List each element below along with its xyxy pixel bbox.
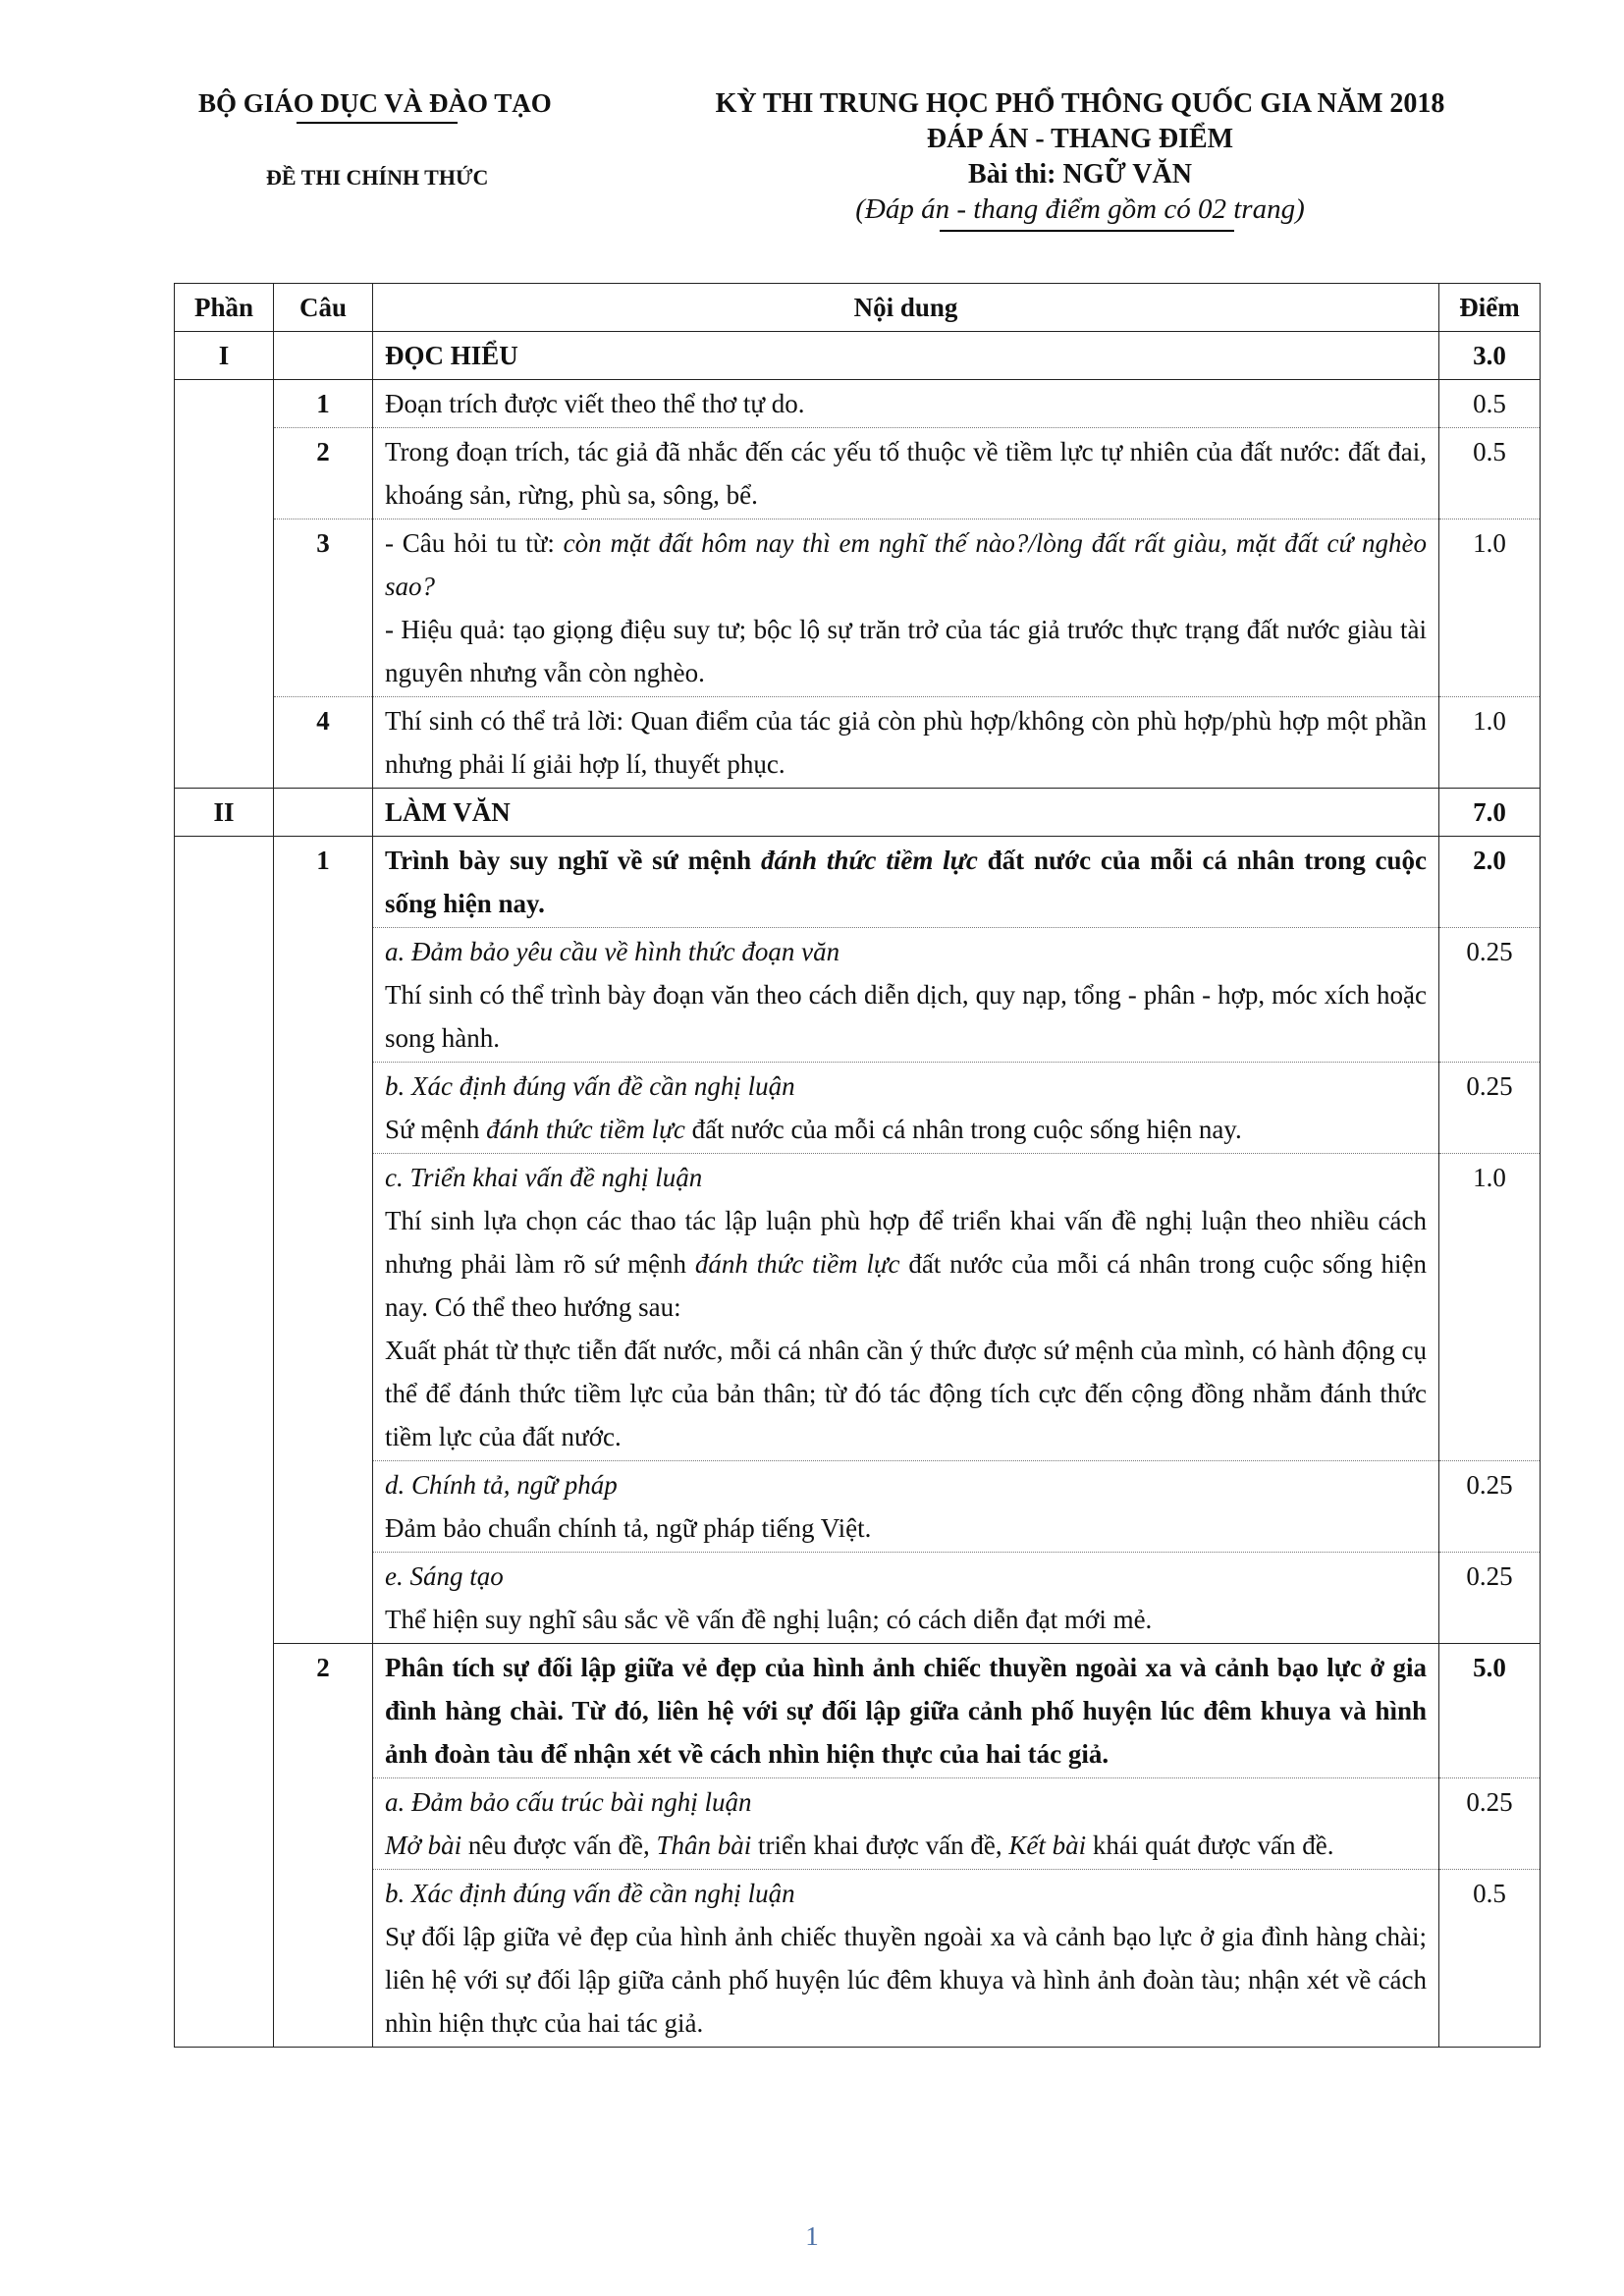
- section-part: II: [175, 789, 274, 837]
- criterion-text-part: Sứ mệnh: [385, 1115, 487, 1144]
- exam-title: KỲ THI TRUNG HỌC PHỔ THÔNG QUỐC GIA NĂM 2018: [715, 88, 1445, 119]
- prompt-emphasis: đánh thức tiềm lực: [761, 846, 978, 875]
- criterion-text: [385, 1199, 1427, 1329]
- criterion-heading: b. Xác định đúng vấn đề cần nghị luận: [385, 1071, 795, 1101]
- criterion: [373, 1870, 1439, 2048]
- header-points: Điểm: [1439, 284, 1541, 332]
- criterion: [373, 1461, 1439, 1553]
- criterion-text: [385, 1824, 1427, 1867]
- points-value: 0.25: [1439, 1553, 1541, 1644]
- criterion-text: Thể hiện suy nghĩ sâu sắc về vấn đề nghị luận; có cách diễn đạt mới mẻ.: [385, 1605, 1153, 1634]
- section-title: ĐỌC HIỂU: [373, 332, 1439, 380]
- points-value: 5.0: [1439, 1644, 1541, 1778]
- criterion-heading: e. Sáng tạo: [385, 1561, 504, 1591]
- official-exam-label: ĐỀ THI CHÍNH THỨC: [266, 165, 489, 190]
- ministry-name: BỘ GIÁO DỤC VÀ ĐÀO TẠO: [198, 88, 552, 118]
- points-value: 0.5: [1439, 380, 1541, 428]
- answer-text: Trong đoạn trích, tác giả đã nhắc đến các yếu tố thuộc về tiềm lực tự nhiên của đất nước: đất đai, khoáng sản, rừng, phù sa, sông, bể.: [373, 428, 1439, 519]
- criterion-text: [385, 1108, 1427, 1151]
- table-row: [175, 1870, 1541, 2048]
- criterion-text-part: Thí sinh lựa chọn các thao tác lập luận phù hợp để triển khai vấn đề nghị luận theo nhiều cách nhưng phải làm rõ sứ mệnh: [385, 1206, 1427, 1279]
- criterion-emphasis: Mở bài: [385, 1831, 462, 1860]
- criterion-direction: Xuất phát từ thực tiễn đất nước, mỗi cá nhân cần ý thức được sứ mệnh của mình, có hành động cụ thể để đánh thức tiềm lực của bản thân; từ đó tác động tích cực đến cộng đồng nhằm đánh thức tiềm lực của đất nước.: [385, 1336, 1427, 1451]
- table-row: [175, 380, 1541, 428]
- table-row: [175, 1644, 1541, 1778]
- table-row: [175, 1063, 1541, 1154]
- answer-title: ĐÁP ÁN - THANG ĐIỂM: [926, 124, 1234, 154]
- answer-quote: còn mặt đất hôm nay thì em nghĩ thế nào?/lòng đất rất giàu, mặt đất cứ nghèo sao?: [385, 528, 1428, 601]
- points-value: 0.25: [1439, 1461, 1541, 1553]
- table-row: [175, 837, 1541, 928]
- criterion: [373, 928, 1439, 1063]
- criterion-text: Sự đối lập giữa vẻ đẹp của hình ảnh chiếc thuyền ngoài xa và cảnh bạo lực ở gia đình hàng chài; liên hệ với sự đối lập giữa cảnh phố huyện lúc đêm khuya và hình ảnh đoàn tàu; nhận xét về cách nhìn hiện thực của hai tác giả.: [385, 1922, 1427, 2038]
- criterion-heading: b. Xác định đúng vấn đề cần nghị luận: [385, 1879, 795, 1908]
- header-part: Phần: [175, 284, 274, 332]
- points-value: 2.0: [1439, 837, 1541, 928]
- criterion-heading: c. Triển khai vấn đề nghị luận: [385, 1163, 703, 1192]
- criterion: [373, 1778, 1439, 1870]
- criterion: [373, 1553, 1439, 1644]
- points-value: 0.25: [1439, 1778, 1541, 1870]
- section-points: 3.0: [1439, 332, 1541, 380]
- criterion-text: Đảm bảo chuẩn chính tả, ngữ pháp tiếng Việt.: [385, 1513, 872, 1543]
- criterion-emphasis: Kết bài: [1008, 1831, 1087, 1860]
- section-question-cell: [274, 789, 373, 837]
- table-end-cell: [1439, 2047, 1541, 2048]
- table-row: [175, 1154, 1541, 1461]
- section-part: I: [175, 332, 274, 380]
- essay-prompt: Phân tích sự đối lập giữa vẻ đẹp của hình ảnh chiếc thuyền ngoài xa và cảnh bạo lực ở gia đình hàng chài. Từ đó, liên hệ với sự đối lập giữa cảnh phố huyện lúc đêm khuya và hình ảnh đoàn tàu để nhận xét về cách nhìn hiện thực của hai tác giả.: [373, 1644, 1439, 1778]
- points-value: 0.25: [1439, 1063, 1541, 1154]
- answer-effect: - Hiệu quả: tạo giọng điệu suy tư; bộc lộ sự trăn trở của tác giả trước thực trạng đất nước giàu tài nguyên nhưng vẫn còn nghèo.: [385, 615, 1427, 687]
- table-row: [175, 1461, 1541, 1553]
- criterion-text: Thí sinh có thể trình bày đoạn văn theo cách diễn dịch, quy nạp, tổng - phân - hợp, móc xích hoặc song hành.: [385, 980, 1427, 1053]
- points-value: 1.0: [1439, 1154, 1541, 1461]
- table-row-end: [175, 2047, 1541, 2048]
- prompt-text: Trình bày suy nghĩ về sứ mệnh: [385, 846, 761, 875]
- section-row-reading: [175, 332, 1541, 380]
- points-value: 1.0: [1439, 519, 1541, 697]
- points-value: 1.0: [1439, 697, 1541, 789]
- points-value: 0.25: [1439, 928, 1541, 1063]
- question-number: 1: [274, 837, 373, 1644]
- header-content: Nội dung: [373, 284, 1439, 332]
- table-row: [175, 928, 1541, 1063]
- criterion-heading: a. Đảm bảo cấu trúc bài nghị luận: [385, 1787, 752, 1817]
- criterion-text-part: đất nước của mỗi cá nhân trong cuộc sống hiện nay. Có thể theo hướng sau:: [385, 1249, 1427, 1322]
- question-number: 2: [274, 1644, 373, 2048]
- header-question: Câu: [274, 284, 373, 332]
- criterion: [373, 1154, 1439, 1461]
- table-row: [175, 1553, 1541, 1644]
- criterion-emphasis: đánh thức tiềm lực: [486, 1115, 685, 1144]
- section-row-writing: [175, 789, 1541, 837]
- answer-text: Thí sinh có thể trả lời: Quan điểm của tác giả còn phù hợp/không còn phù hợp/phù hợp một phần nhưng phải lí giải hợp lí, thuyết phục.: [373, 697, 1439, 789]
- prompt-text: đất nước của mỗi cá nhân trong cuộc sống hiện nay.: [385, 846, 1427, 918]
- section-question-cell: [274, 332, 373, 380]
- answer-table: [174, 283, 1541, 2048]
- question-number: 1: [274, 380, 373, 428]
- criterion-text-part: triển khai được vấn đề,: [751, 1831, 1009, 1860]
- criterion-text-part: đất nước của mỗi cá nhân trong cuộc sống hiện nay.: [684, 1115, 1242, 1144]
- criterion-text-part: khái quát được vấn đề.: [1086, 1831, 1334, 1860]
- points-value: 0.5: [1439, 428, 1541, 519]
- part-cell-empty: [175, 380, 274, 789]
- criterion-emphasis: Thân bài: [656, 1831, 752, 1860]
- points-value: 0.5: [1439, 1870, 1541, 2048]
- criterion-emphasis: đánh thức tiềm lực: [694, 1249, 900, 1279]
- answer-text: [373, 519, 1439, 697]
- question-number: 2: [274, 428, 373, 519]
- question-number: 3: [274, 519, 373, 697]
- table-row: [175, 519, 1541, 697]
- page-number: 1: [805, 2221, 819, 2251]
- section-title: LÀM VĂN: [373, 789, 1439, 837]
- table-row: [175, 697, 1541, 789]
- essay-prompt: [373, 837, 1439, 928]
- answer-text: Đoạn trích được viết theo thể thơ tự do.: [373, 380, 1439, 428]
- criterion-heading: d. Chính tả, ngữ pháp: [385, 1470, 618, 1500]
- table-header-row: [175, 284, 1541, 332]
- criterion-heading: a. Đảm bảo yêu cầu về hình thức đoạn văn: [385, 937, 840, 966]
- question-number: 4: [274, 697, 373, 789]
- note-underline: [940, 230, 1234, 232]
- table-end-cell: [373, 2047, 1439, 2048]
- ministry-underline: [297, 122, 458, 124]
- section-points: 7.0: [1439, 789, 1541, 837]
- answer-label: - Câu hỏi tu từ:: [385, 528, 564, 558]
- part-cell-empty: [175, 837, 274, 2048]
- table-row: [175, 1778, 1541, 1870]
- criterion: [373, 1063, 1439, 1154]
- subject-line: Bài thi: NGỮ VĂN: [968, 159, 1192, 190]
- criterion-text-part: nêu được vấn đề,: [461, 1831, 657, 1860]
- table-row: [175, 428, 1541, 519]
- page-count-note: (Đáp án - thang điểm gồm có 02 trang): [855, 193, 1305, 225]
